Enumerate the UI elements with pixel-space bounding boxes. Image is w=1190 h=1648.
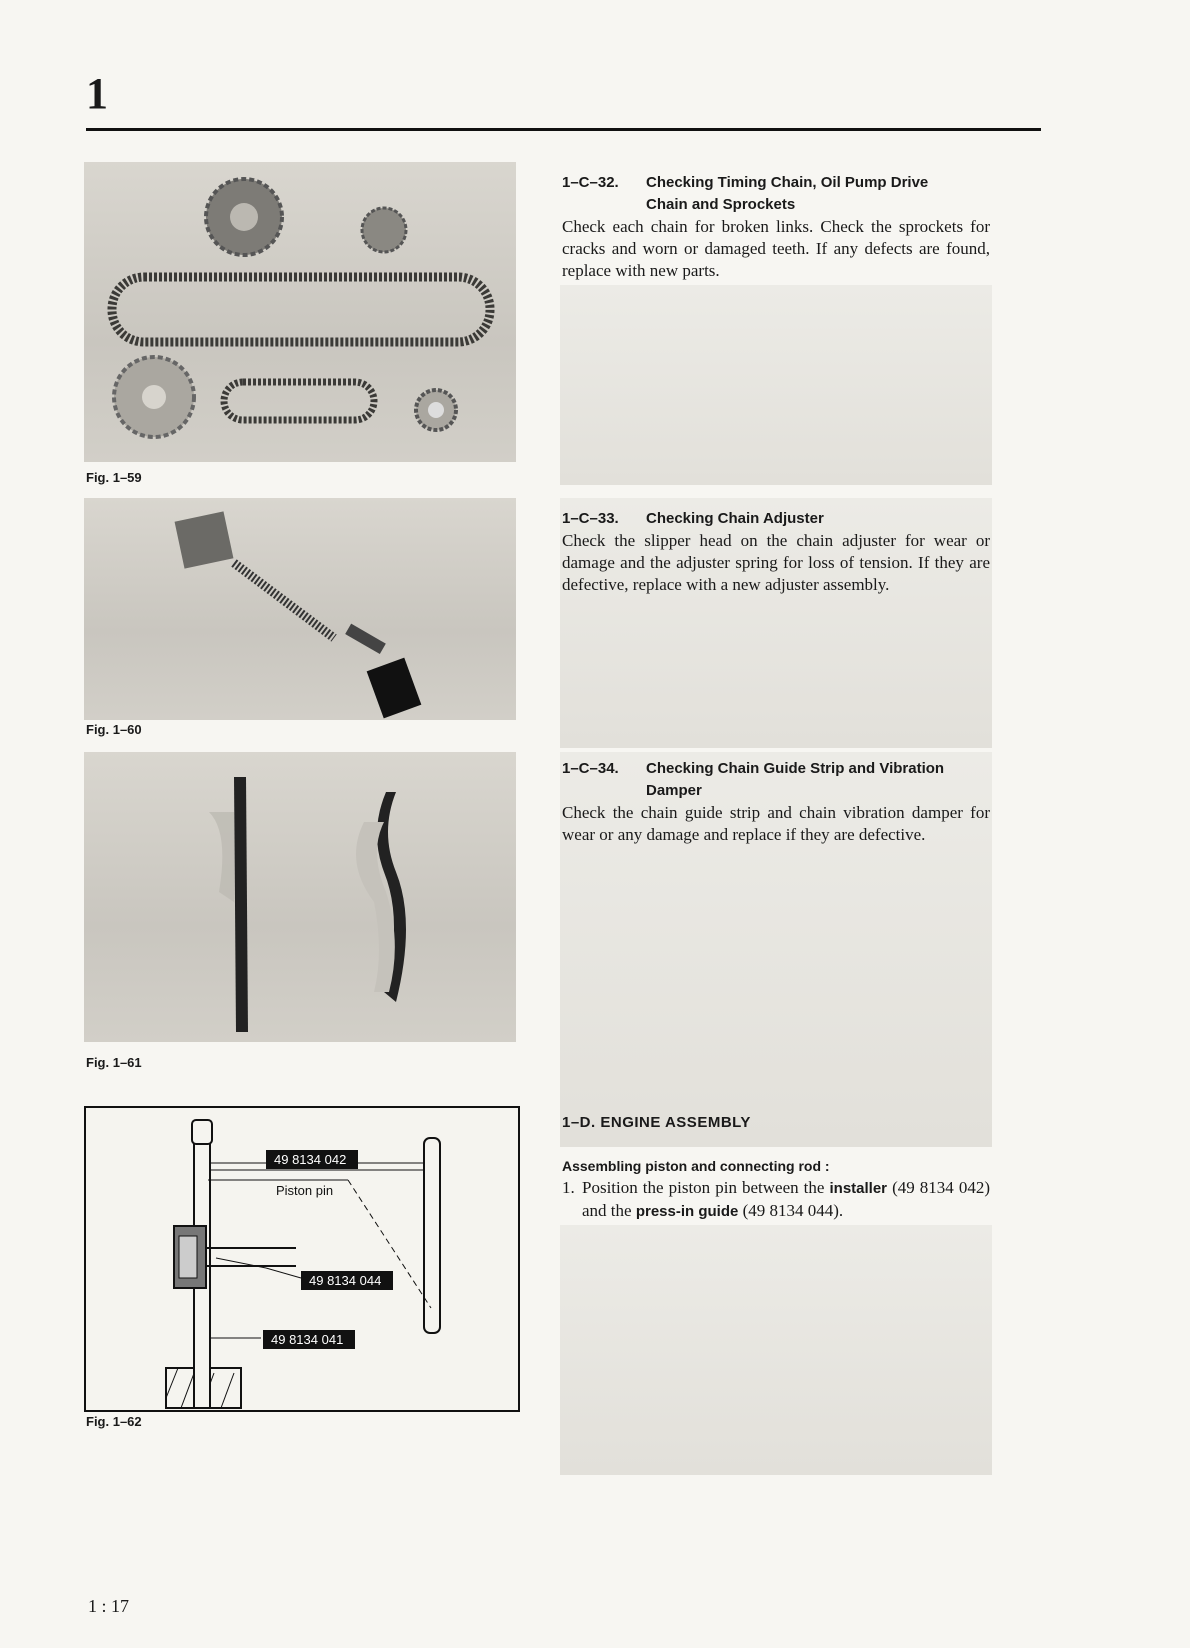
engine-assembly-title: 1–D. ENGINE ASSEMBLY — [562, 1114, 751, 1131]
section-body: Check the chain guide strip and chain vibration damper for wear or any damage and replace if they are defective. — [562, 803, 990, 844]
section-title-line1: Checking Chain Guide Strip and Vibration — [646, 760, 945, 777]
assembly-subtitle: Assembling piston and connecting rod : — [562, 1158, 830, 1174]
label-piston-pin: Piston pin — [276, 1183, 334, 1198]
section-body: Check each chain for broken links. Check the sprockets for cracks and worn or damaged teeth. If any defects are found, replace with new parts. — [562, 217, 990, 280]
step-number: 1. — [562, 1178, 575, 1197]
label-49-8134-042: 49 8134 042 — [274, 1152, 347, 1167]
page-number: 1 : 17 — [88, 1596, 130, 1616]
figure-1-62-caption: Fig. 1–62 — [86, 1414, 142, 1429]
section-title-line2: Damper — [646, 782, 702, 799]
section-heading — [562, 758, 990, 802]
header-rule — [86, 128, 1041, 131]
section-number: 1–C–33. — [562, 510, 619, 527]
installer-diagram-svg — [86, 1108, 518, 1410]
chapter-number: 1 — [86, 69, 108, 118]
figure-1-59-caption: Fig. 1–59 — [86, 470, 142, 485]
assembly-step-1 — [562, 1177, 990, 1223]
chain-adjuster-illustration — [84, 498, 516, 720]
section-1-c-34 — [562, 758, 990, 846]
section-body: Check the slipper head on the chain adjuster for wear or damage and the adjuster spring for loss of tension. If they are defective, replace with a new adjuster assembly. — [562, 531, 990, 594]
figure-1-61-caption: Fig. 1–61 — [86, 1055, 142, 1070]
section-title-line1: Checking Timing Chain, Oil Pump Drive — [646, 174, 929, 191]
section-heading — [562, 508, 990, 530]
section-heading — [562, 172, 990, 216]
figure-1-60-photo — [84, 498, 516, 720]
figure-1-61-photo — [84, 752, 516, 1042]
figure-1-59-photo — [84, 162, 516, 462]
chain-sprocket-illustration — [84, 162, 516, 462]
section-title-line2: Chain and Sprockets — [646, 196, 796, 213]
right-faded-photo-1 — [560, 285, 992, 485]
section-number: 1–C–32. — [562, 174, 619, 191]
section-number: 1–C–34. — [562, 760, 619, 777]
guide-strip-illustration — [84, 752, 516, 1042]
section-1-c-33 — [562, 508, 990, 596]
figure-1-62-diagram — [84, 1106, 520, 1412]
step-text: Position the piston pin between the installer (49 8134 042) and the press-in guide (49 8134 044). — [582, 1178, 990, 1220]
label-49-8134-044: 49 8134 044 — [309, 1273, 382, 1288]
figure-1-60-caption: Fig. 1–60 — [86, 722, 142, 737]
section-1-c-32 — [562, 172, 990, 282]
section-title-line1: Checking Chain Adjuster — [646, 510, 824, 527]
right-faded-photo-4 — [560, 1225, 992, 1475]
label-49-8134-041: 49 8134 041 — [271, 1332, 344, 1347]
